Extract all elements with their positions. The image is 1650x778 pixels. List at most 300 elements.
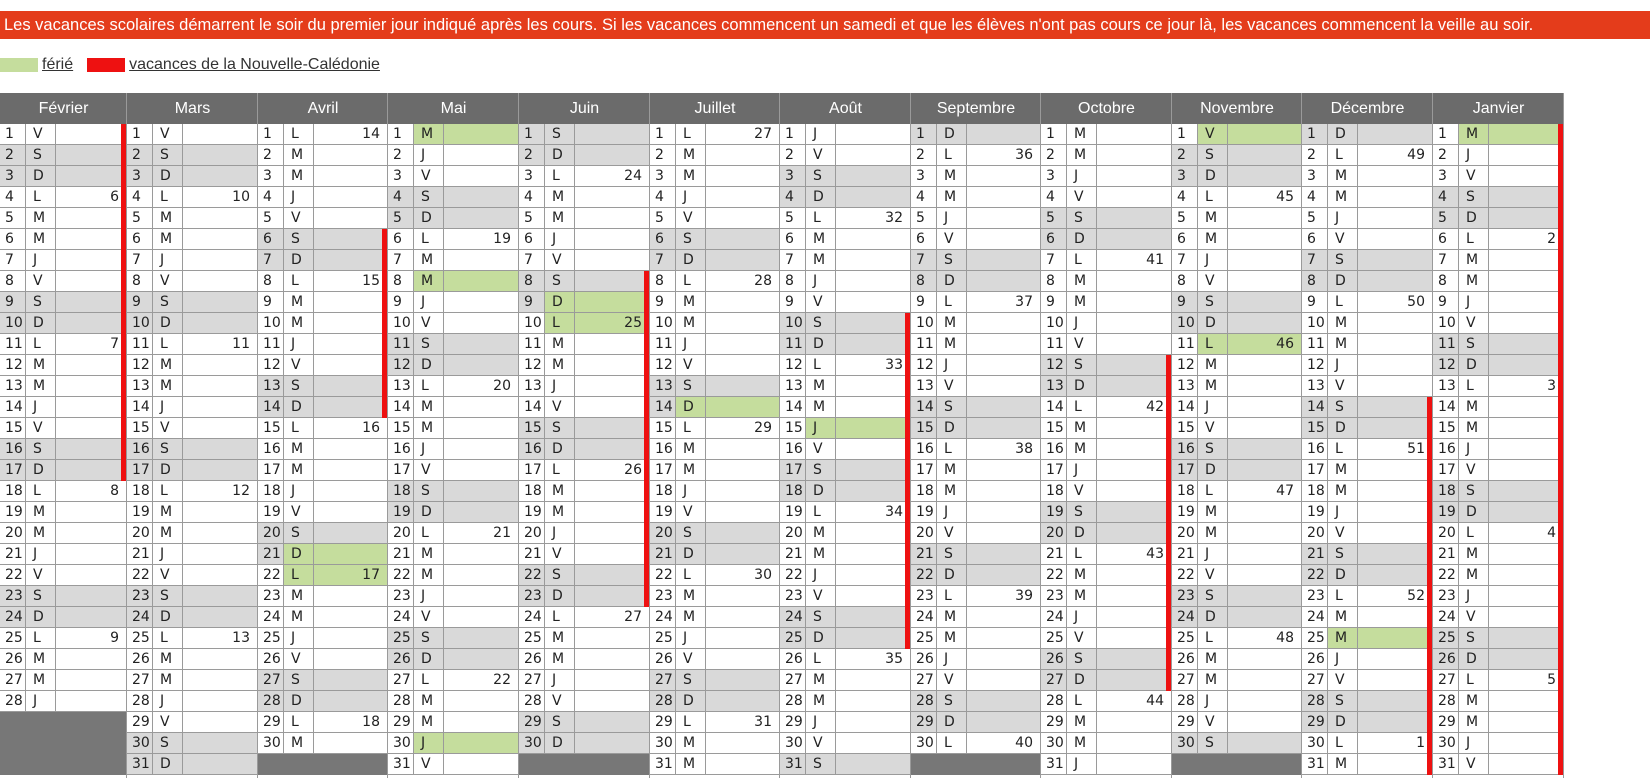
day-row[interactable]: [388, 355, 519, 376]
day-row[interactable]: [1302, 229, 1433, 250]
day-row[interactable]: [127, 166, 258, 187]
day-row[interactable]: [780, 397, 911, 418]
day-row[interactable]: [1041, 712, 1172, 733]
day-row[interactable]: [1172, 712, 1302, 733]
day-row[interactable]: [911, 565, 1041, 586]
day-row[interactable]: [1172, 481, 1302, 502]
day-row[interactable]: [519, 649, 650, 670]
day-row[interactable]: [780, 586, 911, 607]
day-row[interactable]: [258, 418, 388, 439]
day-row[interactable]: [911, 334, 1041, 355]
day-row[interactable]: [0, 313, 127, 334]
day-row[interactable]: [1433, 166, 1564, 187]
day-row[interactable]: [780, 250, 911, 271]
day-row[interactable]: [1041, 565, 1172, 586]
day-row[interactable]: [780, 229, 911, 250]
day-row[interactable]: [1172, 460, 1302, 481]
day-row[interactable]: [127, 460, 258, 481]
day-row[interactable]: [911, 250, 1041, 271]
day-row[interactable]: [1172, 565, 1302, 586]
day-row[interactable]: [780, 712, 911, 733]
day-row[interactable]: [1041, 271, 1172, 292]
day-row[interactable]: [1041, 145, 1172, 166]
day-row[interactable]: [1433, 586, 1564, 607]
day-row[interactable]: [519, 481, 650, 502]
day-row[interactable]: [911, 208, 1041, 229]
day-row[interactable]: [650, 586, 780, 607]
day-row[interactable]: [1433, 124, 1564, 145]
day-row[interactable]: [258, 523, 388, 544]
day-row[interactable]: [519, 544, 650, 565]
legend-vacances-link[interactable]: vacances de la Nouvelle-Calédonie: [129, 56, 380, 73]
day-row[interactable]: [911, 502, 1041, 523]
day-row[interactable]: [1433, 292, 1564, 313]
day-row[interactable]: [0, 124, 127, 145]
day-row[interactable]: [1302, 334, 1433, 355]
day-row[interactable]: [388, 754, 519, 775]
day-row[interactable]: [780, 355, 911, 376]
day-row[interactable]: [911, 523, 1041, 544]
day-row[interactable]: [0, 397, 127, 418]
day-row[interactable]: [1041, 166, 1172, 187]
day-row[interactable]: [1433, 250, 1564, 271]
day-row[interactable]: [1302, 271, 1433, 292]
day-row[interactable]: [0, 649, 127, 670]
day-row[interactable]: [1433, 187, 1564, 208]
day-row[interactable]: [519, 334, 650, 355]
day-row[interactable]: [258, 187, 388, 208]
day-row[interactable]: [127, 628, 258, 649]
day-row[interactable]: [1172, 523, 1302, 544]
day-row[interactable]: [258, 355, 388, 376]
day-row[interactable]: [0, 418, 127, 439]
day-row[interactable]: [258, 145, 388, 166]
day-row[interactable]: [650, 544, 780, 565]
day-row[interactable]: [258, 481, 388, 502]
day-row[interactable]: [1302, 166, 1433, 187]
day-row[interactable]: [258, 544, 388, 565]
day-row[interactable]: [0, 145, 127, 166]
day-row[interactable]: [780, 754, 911, 775]
day-row[interactable]: [519, 607, 650, 628]
day-row[interactable]: [650, 376, 780, 397]
day-row[interactable]: [1172, 691, 1302, 712]
day-row[interactable]: [650, 712, 780, 733]
day-row[interactable]: [911, 586, 1041, 607]
day-row[interactable]: [1302, 145, 1433, 166]
day-row[interactable]: [1041, 334, 1172, 355]
day-row[interactable]: [1302, 607, 1433, 628]
day-row[interactable]: [650, 334, 780, 355]
day-row[interactable]: [1041, 460, 1172, 481]
day-row[interactable]: [519, 523, 650, 544]
day-row[interactable]: [127, 586, 258, 607]
day-row[interactable]: [911, 145, 1041, 166]
day-row[interactable]: [650, 523, 780, 544]
day-row[interactable]: [650, 733, 780, 754]
day-row[interactable]: [519, 670, 650, 691]
day-row[interactable]: [1302, 502, 1433, 523]
day-row[interactable]: [388, 586, 519, 607]
day-row[interactable]: [258, 124, 388, 145]
day-row[interactable]: [1041, 586, 1172, 607]
day-row[interactable]: [0, 586, 127, 607]
day-row[interactable]: [1172, 124, 1302, 145]
day-row[interactable]: [780, 166, 911, 187]
day-row[interactable]: [258, 292, 388, 313]
day-row[interactable]: [388, 481, 519, 502]
day-row[interactable]: [258, 397, 388, 418]
day-row[interactable]: [650, 355, 780, 376]
day-row[interactable]: [911, 397, 1041, 418]
day-row[interactable]: [780, 691, 911, 712]
day-row[interactable]: [1172, 250, 1302, 271]
day-row[interactable]: [650, 670, 780, 691]
day-row[interactable]: [780, 187, 911, 208]
day-row[interactable]: [258, 607, 388, 628]
day-row[interactable]: [1302, 649, 1433, 670]
day-row[interactable]: [388, 124, 519, 145]
day-row[interactable]: [911, 439, 1041, 460]
legend-ferie-link[interactable]: férié: [42, 56, 74, 73]
day-row[interactable]: [650, 502, 780, 523]
day-row[interactable]: [650, 292, 780, 313]
day-row[interactable]: [258, 271, 388, 292]
day-row[interactable]: [650, 187, 780, 208]
day-row[interactable]: [1172, 292, 1302, 313]
day-row[interactable]: [127, 376, 258, 397]
day-row[interactable]: [1041, 607, 1172, 628]
day-row[interactable]: [780, 124, 911, 145]
day-row[interactable]: [780, 544, 911, 565]
day-row[interactable]: [127, 292, 258, 313]
day-row[interactable]: [1433, 502, 1564, 523]
day-row[interactable]: [1172, 355, 1302, 376]
day-row[interactable]: [519, 229, 650, 250]
day-row[interactable]: [1302, 691, 1433, 712]
day-row[interactable]: [1433, 691, 1564, 712]
day-row[interactable]: [780, 418, 911, 439]
day-row[interactable]: [1433, 313, 1564, 334]
day-row[interactable]: [1302, 565, 1433, 586]
day-row[interactable]: [1041, 439, 1172, 460]
day-row[interactable]: [127, 145, 258, 166]
day-row[interactable]: [1041, 523, 1172, 544]
day-row[interactable]: [780, 460, 911, 481]
day-row[interactable]: [780, 208, 911, 229]
day-row[interactable]: [519, 628, 650, 649]
day-row[interactable]: [1433, 229, 1564, 250]
day-row[interactable]: [1041, 250, 1172, 271]
day-row[interactable]: [388, 670, 519, 691]
day-row[interactable]: [1302, 733, 1433, 754]
day-row[interactable]: [911, 607, 1041, 628]
day-row[interactable]: [1041, 502, 1172, 523]
day-row[interactable]: [519, 586, 650, 607]
day-row[interactable]: [388, 166, 519, 187]
day-row[interactable]: [1172, 607, 1302, 628]
day-row[interactable]: [1172, 208, 1302, 229]
day-row[interactable]: [1433, 565, 1564, 586]
day-row[interactable]: [0, 229, 127, 250]
day-row[interactable]: [911, 292, 1041, 313]
day-row[interactable]: [780, 670, 911, 691]
day-row[interactable]: [780, 607, 911, 628]
day-row[interactable]: [911, 376, 1041, 397]
day-row[interactable]: [650, 145, 780, 166]
day-row[interactable]: [780, 649, 911, 670]
day-row[interactable]: [780, 292, 911, 313]
day-row[interactable]: [650, 250, 780, 271]
day-row[interactable]: [911, 628, 1041, 649]
day-row[interactable]: [1302, 250, 1433, 271]
day-row[interactable]: [1302, 397, 1433, 418]
day-row[interactable]: [780, 313, 911, 334]
day-row[interactable]: [127, 712, 258, 733]
day-row[interactable]: [911, 271, 1041, 292]
day-row[interactable]: [0, 187, 127, 208]
day-row[interactable]: [1172, 313, 1302, 334]
day-row[interactable]: [0, 166, 127, 187]
day-row[interactable]: [388, 397, 519, 418]
day-row[interactable]: [1172, 649, 1302, 670]
day-row[interactable]: [519, 292, 650, 313]
day-row[interactable]: [388, 544, 519, 565]
day-row[interactable]: [1172, 733, 1302, 754]
day-row[interactable]: [127, 334, 258, 355]
day-row[interactable]: [258, 229, 388, 250]
day-row[interactable]: [258, 250, 388, 271]
day-row[interactable]: [127, 544, 258, 565]
day-row[interactable]: [388, 712, 519, 733]
day-row[interactable]: [0, 670, 127, 691]
day-row[interactable]: [258, 439, 388, 460]
day-row[interactable]: [1172, 628, 1302, 649]
day-row[interactable]: [258, 586, 388, 607]
day-row[interactable]: [1041, 124, 1172, 145]
day-row[interactable]: [388, 292, 519, 313]
day-row[interactable]: [519, 208, 650, 229]
day-row[interactable]: [911, 670, 1041, 691]
day-row[interactable]: [127, 418, 258, 439]
day-row[interactable]: [650, 313, 780, 334]
day-row[interactable]: [1302, 481, 1433, 502]
day-row[interactable]: [1172, 187, 1302, 208]
day-row[interactable]: [0, 460, 127, 481]
day-row[interactable]: [1172, 397, 1302, 418]
day-row[interactable]: [911, 355, 1041, 376]
day-row[interactable]: [127, 691, 258, 712]
day-row[interactable]: [258, 460, 388, 481]
day-row[interactable]: [1041, 187, 1172, 208]
day-row[interactable]: [519, 187, 650, 208]
day-row[interactable]: [650, 208, 780, 229]
day-row[interactable]: [388, 208, 519, 229]
day-row[interactable]: [1302, 355, 1433, 376]
day-row[interactable]: [519, 565, 650, 586]
day-row[interactable]: [1302, 376, 1433, 397]
day-row[interactable]: [1433, 481, 1564, 502]
day-row[interactable]: [127, 355, 258, 376]
day-row[interactable]: [0, 250, 127, 271]
day-row[interactable]: [1041, 649, 1172, 670]
day-row[interactable]: [0, 502, 127, 523]
day-row[interactable]: [650, 754, 780, 775]
day-row[interactable]: [1433, 397, 1564, 418]
day-row[interactable]: [127, 397, 258, 418]
day-row[interactable]: [1433, 271, 1564, 292]
day-row[interactable]: [1433, 649, 1564, 670]
day-row[interactable]: [911, 544, 1041, 565]
day-row[interactable]: [388, 271, 519, 292]
day-row[interactable]: [127, 439, 258, 460]
day-row[interactable]: [650, 691, 780, 712]
day-row[interactable]: [258, 376, 388, 397]
day-row[interactable]: [911, 481, 1041, 502]
day-row[interactable]: [1302, 586, 1433, 607]
day-row[interactable]: [519, 418, 650, 439]
day-row[interactable]: [0, 376, 127, 397]
day-row[interactable]: [780, 523, 911, 544]
day-row[interactable]: [1041, 544, 1172, 565]
day-row[interactable]: [650, 166, 780, 187]
day-row[interactable]: [1172, 229, 1302, 250]
day-row[interactable]: [127, 733, 258, 754]
day-row[interactable]: [519, 250, 650, 271]
day-row[interactable]: [1433, 754, 1564, 775]
day-row[interactable]: [1433, 460, 1564, 481]
day-row[interactable]: [650, 271, 780, 292]
day-row[interactable]: [1302, 439, 1433, 460]
day-row[interactable]: [519, 397, 650, 418]
day-row[interactable]: [388, 229, 519, 250]
day-row[interactable]: [780, 271, 911, 292]
day-row[interactable]: [127, 187, 258, 208]
day-row[interactable]: [0, 607, 127, 628]
day-row[interactable]: [1041, 355, 1172, 376]
day-row[interactable]: [1433, 607, 1564, 628]
day-row[interactable]: [388, 439, 519, 460]
day-row[interactable]: [780, 628, 911, 649]
day-row[interactable]: [650, 418, 780, 439]
day-row[interactable]: [388, 607, 519, 628]
day-row[interactable]: [1433, 334, 1564, 355]
day-row[interactable]: [1041, 691, 1172, 712]
day-row[interactable]: [1172, 166, 1302, 187]
day-row[interactable]: [650, 481, 780, 502]
day-row[interactable]: [258, 691, 388, 712]
day-row[interactable]: [1302, 712, 1433, 733]
day-row[interactable]: [519, 439, 650, 460]
day-row[interactable]: [1041, 628, 1172, 649]
day-row[interactable]: [388, 250, 519, 271]
day-row[interactable]: [1433, 670, 1564, 691]
day-row[interactable]: [780, 334, 911, 355]
day-row[interactable]: [1041, 313, 1172, 334]
day-row[interactable]: [911, 187, 1041, 208]
day-row[interactable]: [1433, 355, 1564, 376]
day-row[interactable]: [1302, 523, 1433, 544]
day-row[interactable]: [388, 418, 519, 439]
day-row[interactable]: [127, 607, 258, 628]
day-row[interactable]: [650, 397, 780, 418]
day-row[interactable]: [1041, 229, 1172, 250]
day-row[interactable]: [258, 649, 388, 670]
day-row[interactable]: [1433, 712, 1564, 733]
day-row[interactable]: [650, 649, 780, 670]
day-row[interactable]: [1302, 187, 1433, 208]
day-row[interactable]: [1302, 208, 1433, 229]
day-row[interactable]: [0, 292, 127, 313]
day-row[interactable]: [1433, 145, 1564, 166]
day-row[interactable]: [780, 376, 911, 397]
day-row[interactable]: [258, 733, 388, 754]
day-row[interactable]: [1041, 733, 1172, 754]
day-row[interactable]: [1433, 418, 1564, 439]
day-row[interactable]: [127, 754, 258, 775]
day-row[interactable]: [1172, 439, 1302, 460]
day-row[interactable]: [0, 334, 127, 355]
day-row[interactable]: [519, 166, 650, 187]
day-row[interactable]: [258, 628, 388, 649]
day-row[interactable]: [127, 502, 258, 523]
day-row[interactable]: [1041, 418, 1172, 439]
day-row[interactable]: [1433, 733, 1564, 754]
day-row[interactable]: [1172, 586, 1302, 607]
day-row[interactable]: [911, 418, 1041, 439]
day-row[interactable]: [388, 565, 519, 586]
day-row[interactable]: [127, 481, 258, 502]
day-row[interactable]: [650, 460, 780, 481]
day-row[interactable]: [911, 166, 1041, 187]
day-row[interactable]: [127, 523, 258, 544]
day-row[interactable]: [1041, 670, 1172, 691]
day-row[interactable]: [388, 460, 519, 481]
day-row[interactable]: [0, 439, 127, 460]
day-row[interactable]: [388, 376, 519, 397]
day-row[interactable]: [911, 691, 1041, 712]
day-row[interactable]: [258, 712, 388, 733]
day-row[interactable]: [780, 145, 911, 166]
day-row[interactable]: [911, 733, 1041, 754]
day-row[interactable]: [911, 313, 1041, 334]
day-row[interactable]: [258, 565, 388, 586]
day-row[interactable]: [1041, 208, 1172, 229]
day-row[interactable]: [780, 502, 911, 523]
day-row[interactable]: [519, 376, 650, 397]
day-row[interactable]: [1302, 628, 1433, 649]
day-row[interactable]: [650, 229, 780, 250]
day-row[interactable]: [0, 355, 127, 376]
day-row[interactable]: [780, 733, 911, 754]
day-row[interactable]: [258, 166, 388, 187]
day-row[interactable]: [519, 712, 650, 733]
day-row[interactable]: [519, 124, 650, 145]
day-row[interactable]: [1302, 670, 1433, 691]
day-row[interactable]: [650, 607, 780, 628]
day-row[interactable]: [0, 523, 127, 544]
day-row[interactable]: [519, 733, 650, 754]
day-row[interactable]: [1433, 439, 1564, 460]
day-row[interactable]: [1172, 334, 1302, 355]
day-row[interactable]: [388, 649, 519, 670]
day-row[interactable]: [388, 733, 519, 754]
day-row[interactable]: [1302, 292, 1433, 313]
day-row[interactable]: [1172, 271, 1302, 292]
day-row[interactable]: [127, 229, 258, 250]
day-row[interactable]: [1433, 376, 1564, 397]
day-row[interactable]: [1172, 376, 1302, 397]
